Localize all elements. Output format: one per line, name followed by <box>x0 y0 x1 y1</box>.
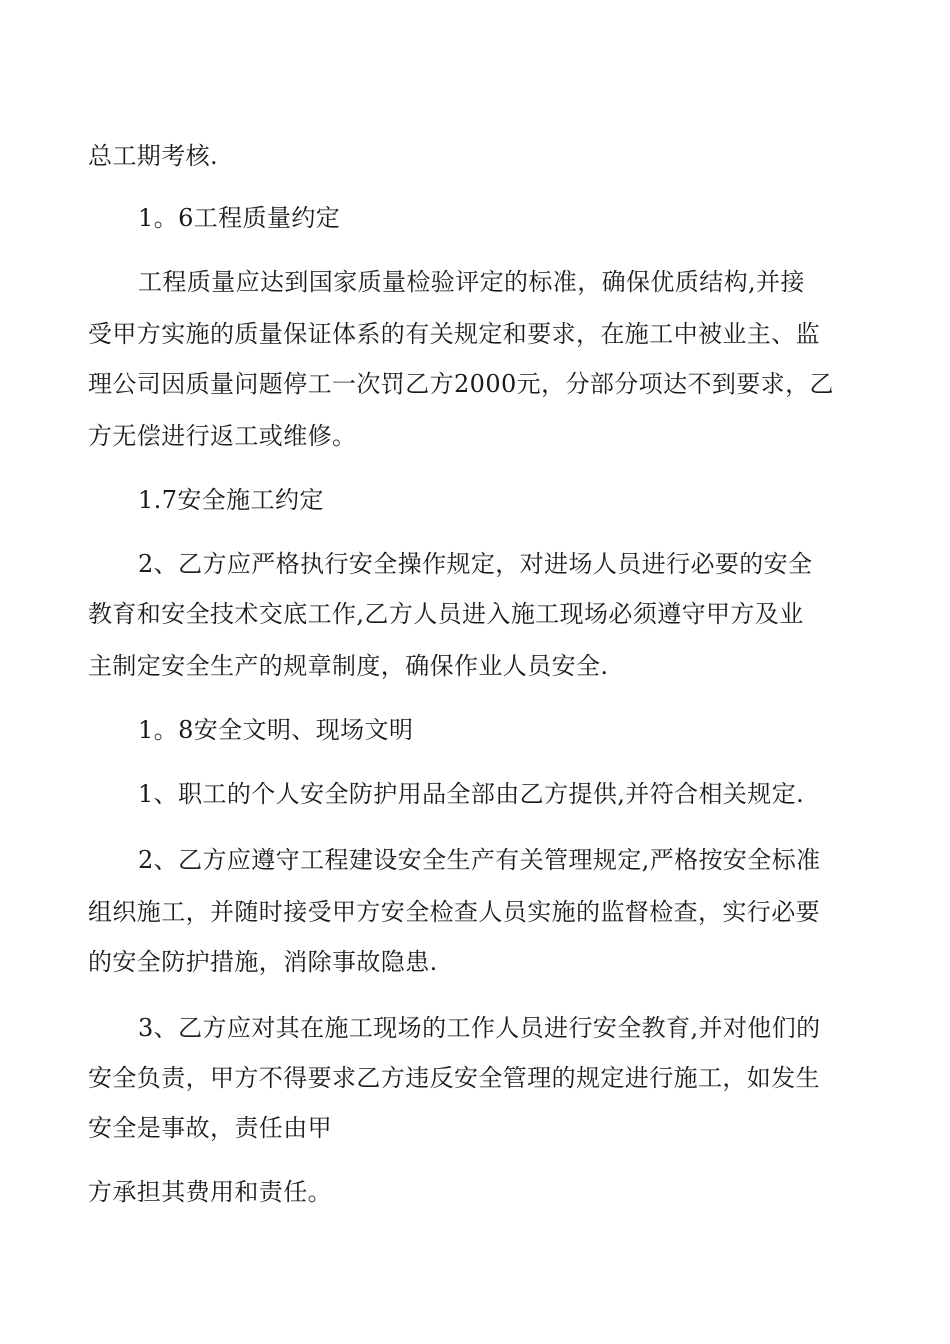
section-heading-1-7: 1.7安全施工约定 <box>138 486 324 514</box>
text-line: 组织施工，并随时接受甲方安全检查人员实施的监督检查，实行必要 <box>88 898 820 926</box>
text-line: 教育和安全技术交底工作,乙方人员进入施工现场必须遵守甲方及业 <box>88 600 804 628</box>
text-line: 理公司因质量问题停工一次罚乙方2000元，分部分项达不到要求，乙 <box>88 370 834 398</box>
text-line: 安全负责，甲方不得要求乙方违反安全管理的规定进行施工，如发生 <box>88 1064 820 1092</box>
section-heading-1-6: 1。6工程质量约定 <box>138 204 341 232</box>
text-line: 安全是事故，责任由甲 <box>88 1114 332 1142</box>
text-line: 工程质量应达到国家质量检验评定的标准，确保优质结构,并接 <box>138 268 805 296</box>
text-line: 2、乙方应严格执行安全操作规定，对进场人员进行必要的安全 <box>138 550 813 578</box>
text-line: 方承担其费用和责任。 <box>88 1178 332 1206</box>
text-line: 主制定安全生产的规章制度，确保作业人员安全. <box>88 652 609 680</box>
text-line: 3、乙方应对其在施工现场的工作人员进行安全教育,并对他们的 <box>138 1014 821 1042</box>
text-line: 受甲方实施的质量保证体系的有关规定和要求，在施工中被业主、监 <box>88 320 820 348</box>
text-line: 1、职工的个人安全防护用品全部由乙方提供,并符合相关规定. <box>138 780 805 808</box>
text-line: 总工期考核. <box>88 142 219 170</box>
section-heading-1-8: 1。8安全文明、现场文明 <box>138 716 414 744</box>
text-line: 方无偿进行返工或维修。 <box>88 422 357 450</box>
text-line: 的安全防护措施，消除事故隐患. <box>88 948 438 976</box>
text-line: 2、乙方应遵守工程建设安全生产有关管理规定,严格按安全标准 <box>138 846 821 874</box>
